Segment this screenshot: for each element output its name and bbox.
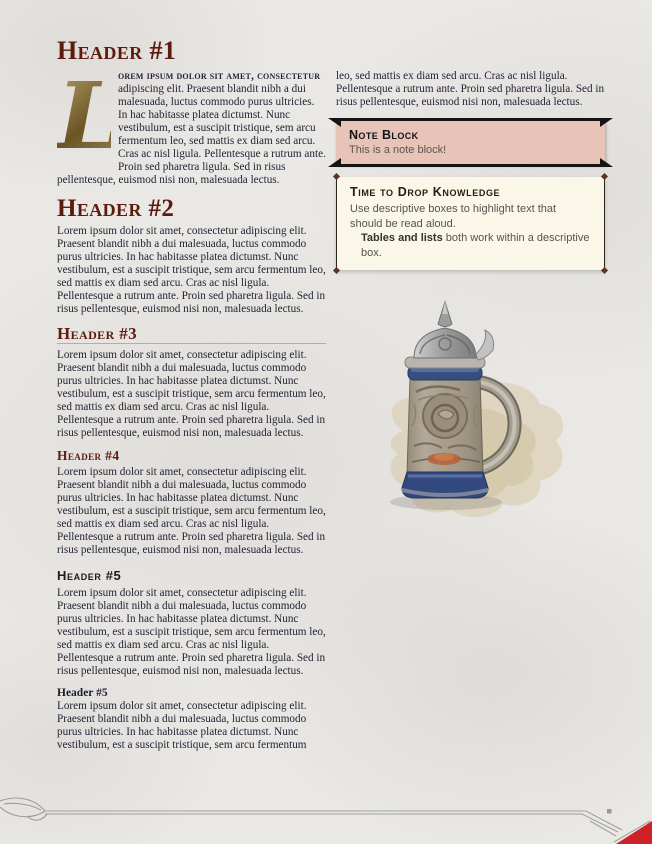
note-corner-icon: [600, 158, 613, 167]
right-column: [336, 40, 605, 526]
header-5: Header #5: [57, 568, 122, 584]
note-corner-icon: [328, 118, 341, 127]
note-corner-icon: [600, 118, 613, 127]
intro-paragraph: [57, 61, 326, 187]
header-1: Header #1: [57, 36, 177, 65]
note-block-title: Note Block: [349, 128, 419, 142]
descbox-corner-dot-icon: [333, 173, 340, 180]
stein-illustration: [336, 296, 605, 526]
descriptive-box-line2: [350, 231, 591, 260]
section-4-paragraph: Lorem ipsum dolor sit amet, consectetur adipiscing elit. Praesent blandit nibh a dui malesuada, luctus commodo purus ultricies. In hac habitasse platea dictumst. Nunc vestibulum, est a suscipit tristique, sem arcu fermentum leo, sed mattis ex diam sed arcu. Cras ac nisl ligula. Pellentesque a rutrum ante. Proin sed pharetra ligula. Sed in risus pellentesque, euismod nisi non, malesuada lectus.: [57, 466, 326, 557]
note-block-body: This is a note block!: [349, 144, 447, 156]
left-column: [57, 38, 326, 752]
page-corner-red-triangle: [616, 821, 652, 844]
section-2-paragraph: Lorem ipsum dolor sit amet, consectetur adipiscing elit. Praesent blandit nibh a dui malesuada, luctus commodo purus ultricies. In hac habitasse platea dictumst. Nunc vestibulum, est a suscipit tristique, sem arcu fermentum leo, sed mattis ex diam sed arcu. Cras ac nisl ligula. Pellentesque a rutrum ante. Proin sed pharetra ligula. Sed in risus pellentesque, euismod nisi non, malesuada lectus.: [57, 225, 326, 316]
section-3-paragraph: Lorem ipsum dolor sit amet, consectetur adipiscing elit. Praesent blandit nibh a dui malesuada, luctus commodo purus ultricies. In hac habitasse platea dictumst. Nunc vestibulum, est a suscipit tristique, sem arcu fermentum leo, sed mattis ex diam sed arcu. Cras ac nisl ligula. Pellentesque a rutrum ante. Proin sed pharetra ligula. Sed in risus pellentesque, euismod nisi non, malesuada lectus.: [57, 349, 326, 440]
descriptive-box: [336, 177, 605, 270]
descriptive-box-line1: Use descriptive boxes to highlight text that should be read aloud.: [350, 203, 557, 230]
descriptive-box-bold: Tables and lists: [361, 232, 443, 244]
drop-cap: L: [57, 61, 122, 170]
header-4: Header #4: [57, 448, 120, 464]
descbox-corner-dot-icon: [333, 267, 340, 274]
intro-lead-smallcaps: orem ipsum dolor sit amet, consectetur: [118, 69, 321, 82]
section-6-paragraph: Lorem ipsum dolor sit amet, consectetur adipiscing elit. Praesent blandit nibh a dui malesuada, luctus commodo purus ultricies. In hac habitasse platea dictumst. Nunc vestibulum, est a suscipit tristique, sem arcu fermentum: [57, 700, 307, 752]
descriptive-box-line2-rest: both work within a descriptive box.: [361, 232, 590, 259]
footer-decoration: [0, 794, 652, 844]
header-2: Header #2: [57, 194, 175, 222]
section-5-paragraph: Lorem ipsum dolor sit amet, consectetur adipiscing elit. Praesent blandit nibh a dui malesuada, luctus commodo purus ultricies. In hac habitasse platea dictumst. Nunc vestibulum, est a suscipit tristique, sem arcu fermentum leo, sed mattis ex diam sed arcu. Cras ac nisl ligula. Pellentesque a rutrum ante. Proin sed pharetra ligula. Sed in risus pellentesque, euismod nisi non, malesuada lectus.: [57, 587, 326, 678]
footer-flourish-icon: [0, 798, 47, 820]
header-3: Header #3: [57, 325, 326, 344]
descbox-corner-dot-icon: [601, 173, 608, 180]
beer-stein-image: [348, 296, 593, 526]
intro-rest: adipiscing elit. Praesent blandit nibh a dui malesuada, luctus commodo purus ultricies. In hac habitasse platea dictumst. Nunc vestibulum, est a suscipit tristique, sem arcu fermentum leo, sed mattis ex diam sed arcu. Cras ac nisl ligula. Pellentesque a rutrum ante. Proin sed pharetra ligula. Sed in risus pellentesque, euismod nisi non, malesuada lectus.: [57, 82, 326, 186]
note-block: [336, 121, 605, 164]
header-5-bold: Header #5: [57, 687, 108, 700]
descriptive-box-title: Time to Drop Knowledge: [350, 185, 501, 199]
note-corner-icon: [328, 158, 341, 167]
continuation-paragraph: leo, sed mattis ex diam sed arcu. Cras ac nisl ligula. Pellentesque a rutrum ante. Proin sed pharetra ligula. Sed in risus pellentesque, euismod nisi non, malesuada lectus.: [336, 70, 605, 108]
descbox-corner-dot-icon: [601, 267, 608, 274]
footer-dot-icon: [607, 809, 612, 814]
